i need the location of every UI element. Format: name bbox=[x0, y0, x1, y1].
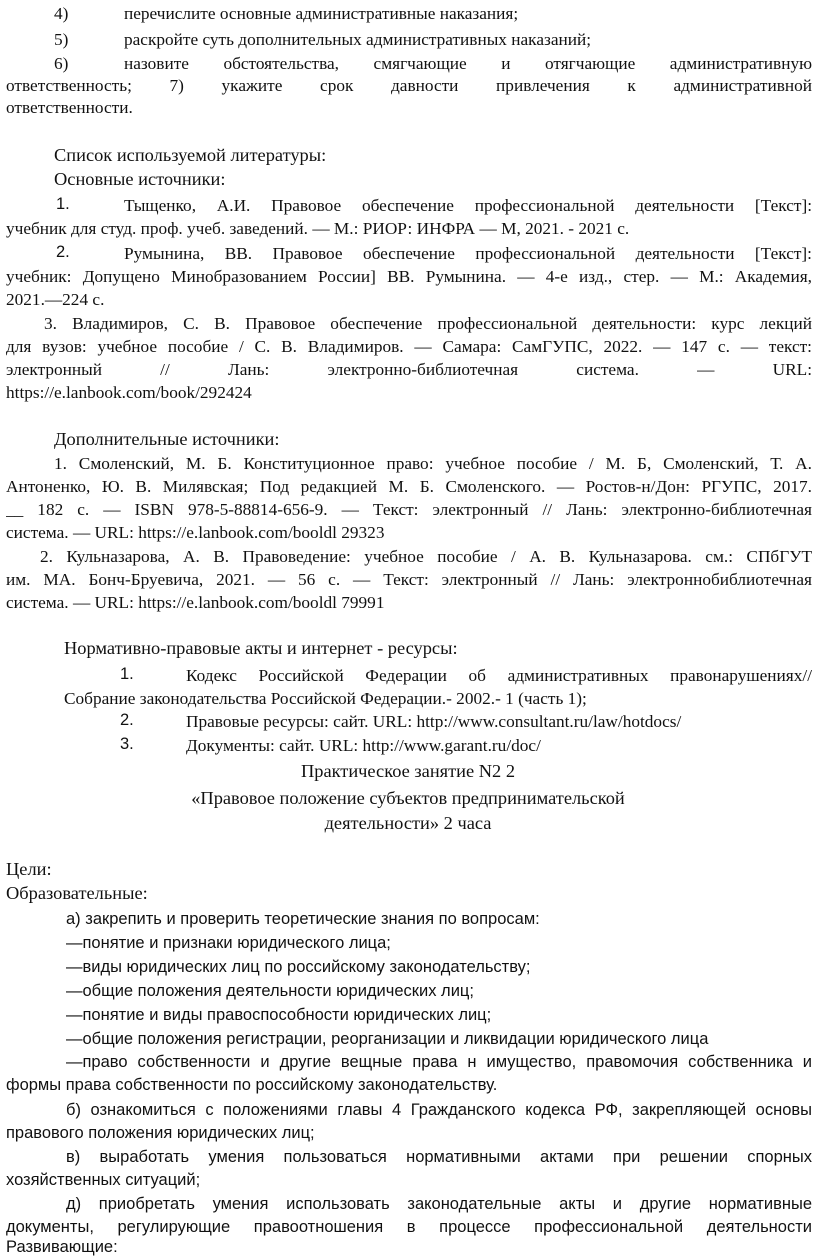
main-source-3-url: https://e.lanbook.com/book/292424 bbox=[6, 383, 252, 402]
extra-source-1-line4: система. — URL: https://e.lanbook.com/booldl 29323 bbox=[6, 523, 385, 542]
task-6-number: 6) bbox=[54, 54, 69, 73]
normative-3-number: 3. bbox=[120, 735, 134, 753]
goal-v-line1: в) выработать умения пользоваться нормативными актами при решении спорных bbox=[66, 1148, 812, 1166]
lesson-topic-line2: деятельности» 2 часа bbox=[324, 813, 492, 833]
extra-source-2-line3: система. — URL: https://e.lanbook.com/booldl 79991 bbox=[6, 593, 385, 612]
developing-heading: Развивающие: bbox=[6, 1238, 118, 1256]
goal-v-line2: хозяйственных ситуаций; bbox=[6, 1171, 201, 1189]
task-6-line2: ответственность; 7) укажите срок давности привлечения к административной bbox=[6, 76, 812, 95]
literature-heading: Список используемой литературы: bbox=[54, 145, 327, 165]
extra-source-1-line2: Антоненко, Ю. В. Милявская; Под редакцией М. Б. Смоленского. — Ростов-н/Дон: РГУПС, 2017. bbox=[6, 477, 812, 496]
main-source-2-number: 2. bbox=[56, 243, 70, 261]
extra-source-2-line1: 2. Кульназарова, А. В. Правоведение: учебное пособие / А. В. Кульназарова. см.: СПбГУТ bbox=[40, 547, 812, 566]
main-source-2-line2: учебник: Допущено Минобразованием России] ВВ. Румынина. — 4-е изд., стер. — М.: Академия, bbox=[6, 267, 812, 286]
task-6-line3: ответственности. bbox=[6, 98, 133, 117]
extra-sources-heading: Дополнительные источники: bbox=[54, 429, 280, 449]
normative-3-text: Документы: сайт. URL: http://www.garant.ru/doc/ bbox=[186, 736, 541, 755]
goal-d-line1: д) приобретать умения использовать законодательные акты и другие нормативные bbox=[66, 1195, 812, 1213]
normative-1-line2: Собрание законодательства Российской Федерации.- 2002.- 1 (часть 1); bbox=[64, 689, 587, 708]
normative-2-text: Правовые ресурсы: сайт. URL: http://www.consultant.ru/law/hotdocs/ bbox=[186, 712, 682, 731]
goal-a-item-3: —общие положения деятельности юридических лиц; bbox=[66, 982, 474, 1000]
main-source-3-line2: для вузов: учебное пособие / С. В. Владимиров. — Самара: СамГУПС, 2022. — 147 с. — текст: bbox=[6, 337, 812, 356]
goal-a: а) закрепить и проверить теоретические знания по вопросам: bbox=[66, 910, 540, 928]
extra-source-2-line2: им. МА. Бонч-Бруевича, 2021. — 56 с. — Текст: электронный // Лань: электроннобиблиотечная bbox=[6, 570, 812, 589]
main-sources-heading: Основные источники: bbox=[54, 169, 226, 189]
extra-source-1-line1: 1. Смоленский, М. Б. Конституционное право: учебное пособие / М. Б, Смоленский, Т. А. bbox=[54, 454, 812, 473]
normative-heading: Нормативно-правовые акты и интернет - ресурсы: bbox=[64, 638, 458, 658]
goal-a-item-1: —понятие и признаки юридического лица; bbox=[66, 934, 391, 952]
normative-2-number: 2. bbox=[120, 711, 134, 729]
task-4-text: перечислите основные административные наказания; bbox=[124, 4, 519, 23]
goal-a-item-4: —понятие и виды правоспособности юридических лиц; bbox=[66, 1006, 492, 1024]
goal-a-ownership-line2: формы права собственности по российскому законодательству. bbox=[6, 1076, 498, 1094]
normative-1-line1: Кодекс Российской Федерации об административных правонарушениях// bbox=[186, 666, 812, 685]
main-source-3-line1: 3. Владимиров, С. В. Правовое обеспечение профессиональной деятельности: курс лекций bbox=[44, 314, 812, 333]
goal-b-line2: правового положения юридических лиц; bbox=[6, 1124, 315, 1142]
main-source-1-number: 1. bbox=[56, 195, 70, 213]
goals-heading: Цели: bbox=[6, 859, 52, 879]
extra-source-1-line3: __ 182 с. — ISBN 978-5-88814-656-9. — Текст: электронный // Лань: электронно-библиотечная bbox=[6, 500, 812, 519]
task-6-line1: назовите обстоятельства, смягчающие и отягчающие административную bbox=[124, 54, 812, 73]
goal-a-item-5: —общие положения регистрации, реорганизации и ликвидации юридического лица bbox=[66, 1030, 709, 1048]
lesson-topic-line1: «Правовое положение субъектов предпринимательской bbox=[191, 788, 625, 808]
lesson-title: Практическое занятие N2 2 bbox=[300, 761, 516, 781]
goal-d-line2: документы, регулирующие правоотношения в процессе профессиональной деятельности bbox=[6, 1218, 812, 1236]
educational-heading: Образовательные: bbox=[6, 883, 148, 903]
main-source-1-line2: учебник для студ. проф. учеб. заведений. — М.: РИОР: ИНФРА — М, 2021. - 2021 с. bbox=[6, 219, 630, 238]
task-4-number: 4) bbox=[54, 4, 69, 23]
main-source-1-line1: Тыщенко, А.И. Правовое обеспечение профессиональной деятельности [Текст]: bbox=[124, 196, 812, 215]
task-5-number: 5) bbox=[54, 30, 69, 49]
goal-a-ownership-line1: —право собственности и другие вещные права н имущество, правомочия собственника и bbox=[66, 1053, 812, 1071]
main-source-2-line3: 2021.—224 с. bbox=[6, 290, 105, 309]
task-5-text: раскройте суть дополнительных административных наказаний; bbox=[124, 30, 592, 49]
main-source-2-line1: Румынина, ВВ. Правовое обеспечение профессиональной деятельности [Текст]: bbox=[124, 244, 812, 263]
normative-1-number: 1. bbox=[120, 665, 134, 683]
main-source-3-line3: электронный // Лань: электронно-библиотечная система. — URL: bbox=[6, 360, 812, 379]
goal-b-line1: б) ознакомиться с положениями главы 4 Гражданского кодекса РФ, закрепляющей основы bbox=[66, 1101, 812, 1119]
goal-a-item-2: —виды юридических лиц по российскому законодательству; bbox=[66, 958, 531, 976]
